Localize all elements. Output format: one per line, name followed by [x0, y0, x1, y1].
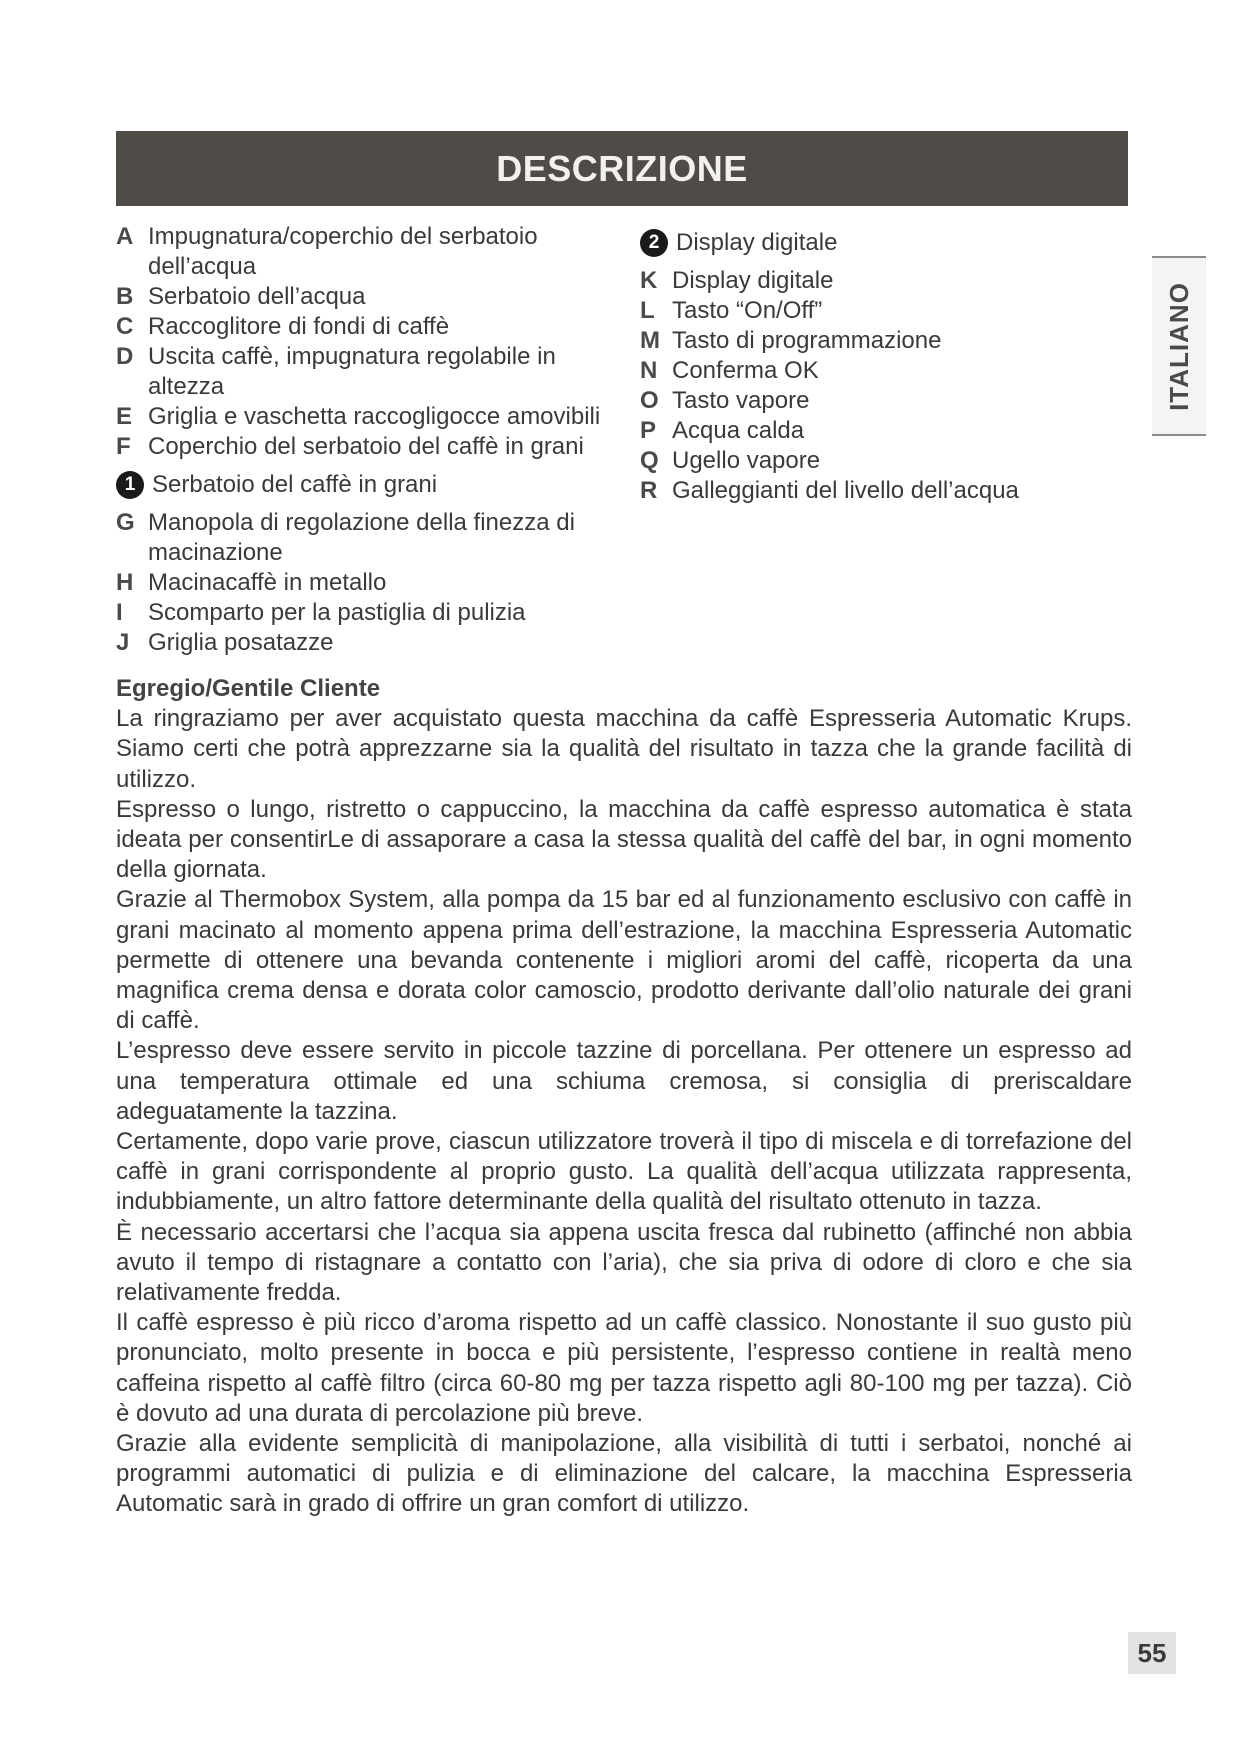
item-text: Manopola di regolazione della finezza di macinazione	[148, 509, 575, 566]
paragraph: La ringraziamo per aver acquistato questa macchina da caffè Espresseria Automatic Krups. Siamo certi che potrà apprezzarne sia la qualità del risultato in tazza che la grande facilità di utilizzo.	[116, 705, 1132, 793]
list-item	[116, 568, 616, 598]
list-item	[640, 476, 1110, 506]
paragraph: Espresso o lungo, ristretto o cappuccino, la macchina da caffè espresso automatica è stata ideata per consentirLe di assaporare a casa la stessa qualità del caffè del bar, in ogni momento della giornata.	[116, 795, 1132, 884]
item-text: Display digitale	[672, 267, 834, 294]
list-item	[116, 508, 616, 568]
number-one-icon: 1	[116, 471, 144, 499]
list-item	[116, 402, 616, 432]
item-text: Griglia posatazze	[148, 629, 334, 656]
item-text: Ugello vapore	[672, 447, 821, 474]
section-header-bar	[116, 131, 1128, 206]
item-letter: Q	[640, 447, 659, 474]
item-text: Uscita caffè, impugnatura regolabile in altezza	[148, 343, 556, 400]
list-item	[640, 356, 1110, 386]
salutation: Egregio/Gentile Cliente	[116, 675, 381, 702]
list-item	[116, 222, 616, 282]
item-text: Acqua calda	[672, 417, 805, 444]
item-text: Galleggianti del livello dell’acqua	[672, 477, 1019, 504]
list-item	[116, 282, 616, 312]
item-text: Tasto di programmazione	[672, 327, 942, 354]
item-letter: N	[640, 357, 658, 384]
paragraph: Grazie alla evidente semplicità di manipolazione, alla visibilità di tutti i serbatoi, nonché ai programmi automatici di pulizia e di eliminazione del calcare, la macchina Espresseria Automatic sarà in grado di offrire un gran comfort di utilizzo.	[116, 1430, 1132, 1518]
list-item	[640, 386, 1110, 416]
item-letter: A	[116, 223, 134, 250]
item-letter: D	[116, 343, 134, 370]
list-item	[116, 342, 616, 402]
item-letter: P	[640, 417, 657, 444]
item-letter: K	[640, 267, 658, 294]
item-text: Impugnatura/coperchio del serbatoio dell’acqua	[148, 223, 538, 280]
language-label: ITALIANO	[1163, 281, 1194, 411]
paragraph: L’espresso deve essere servito in piccole tazzine di porcellana. Per ottenere un espresso ad una temperatura ottimale ed una schiuma cremosa, si consiglia di preriscaldare adeguatamente la tazzina.	[116, 1037, 1132, 1125]
item-text: Griglia e vaschetta raccogligocce amovibili	[148, 403, 601, 430]
item-text: Tasto “On/Off”	[672, 297, 823, 324]
item-letter: O	[640, 387, 659, 414]
group-heading-1	[116, 470, 616, 500]
item-text: Scomparto per la pastiglia di pulizia	[148, 599, 526, 626]
item-letter: E	[116, 403, 133, 430]
paragraph: Grazie al Thermobox System, alla pompa da 15 bar ed al funzionamento esclusivo con caffè in grani macinato al momento appena prima dell’estrazione, la macchina Espresseria Automatic permette di ottenere una bevanda contenente i migliori aromi del caffè, ricoperta da una magnifica crema densa e dorata color camoscio, prodotto derivante dall’olio naturale dei grani di caffè.	[116, 886, 1132, 1035]
list-item	[116, 312, 616, 342]
language-tab	[1152, 256, 1206, 436]
item-letter: M	[640, 327, 660, 354]
paragraph: Certamente, dopo varie prove, ciascun utilizzatore troverà il tipo di miscela e di torrefazione del caffè in grani corrispondente al proprio gusto. La qualità dell’acqua utilizzata rappresenta, indubbiamente, un altro fattore determinante della qualità del risultato ottenuto in tazza.	[116, 1128, 1132, 1216]
item-text: Tasto vapore	[672, 387, 810, 414]
list-item	[116, 628, 616, 658]
paragraph: È necessario accertarsi che l’acqua sia appena uscita fresca dal rubinetto (affinché non abbia avuto il tempo di ristagnare a contatto con l’aria), che sia priva di odore di cloro e che sia relativamente fredda.	[116, 1218, 1132, 1307]
item-letter: B	[116, 283, 134, 310]
item-letter: R	[640, 477, 658, 504]
number-two-icon: 2	[640, 229, 668, 257]
group-heading-2	[640, 228, 1110, 258]
list-item	[640, 296, 1110, 326]
parts-list-left	[116, 222, 616, 658]
item-letter: J	[116, 629, 130, 656]
item-letter: H	[116, 569, 134, 596]
item-text: Serbatoio dell’acqua	[148, 283, 366, 310]
page-number: 55	[1128, 1632, 1176, 1674]
group-label: Display digitale	[676, 229, 838, 256]
item-text: Conferma OK	[672, 357, 819, 384]
list-item	[640, 326, 1110, 356]
list-item	[116, 432, 616, 462]
item-text: Macinacaffè in metallo	[148, 569, 387, 596]
list-item	[640, 446, 1110, 476]
list-item	[640, 266, 1110, 296]
item-letter: I	[116, 599, 123, 626]
parts-list-right	[640, 228, 1110, 506]
list-item	[116, 598, 616, 628]
item-text: Raccoglitore di fondi di caffè	[148, 313, 450, 340]
item-letter: F	[116, 433, 131, 460]
group-label: Serbatoio del caffè in grani	[152, 471, 438, 498]
section-title: DESCRIZIONE	[496, 147, 748, 189]
item-letter: C	[116, 313, 134, 340]
item-letter: L	[640, 297, 655, 324]
body-text	[116, 674, 1132, 1520]
paragraph: Il caffè espresso è più ricco d’aroma rispetto ad un caffè classico. Nonostante il suo gusto più pronunciato, molto presente in bocca e più persistente, l’espresso contiene in realtà meno caffeina rispetto al caffè filtro (circa 60-80 mg per tazza rispetto agli 80-100 mg per tazza). Ciò è dovuto ad una durata di percolazione più breve.	[116, 1309, 1132, 1427]
item-text: Coperchio del serbatoio del caffè in grani	[148, 433, 584, 460]
list-item	[640, 416, 1110, 446]
item-letter: G	[116, 509, 135, 536]
